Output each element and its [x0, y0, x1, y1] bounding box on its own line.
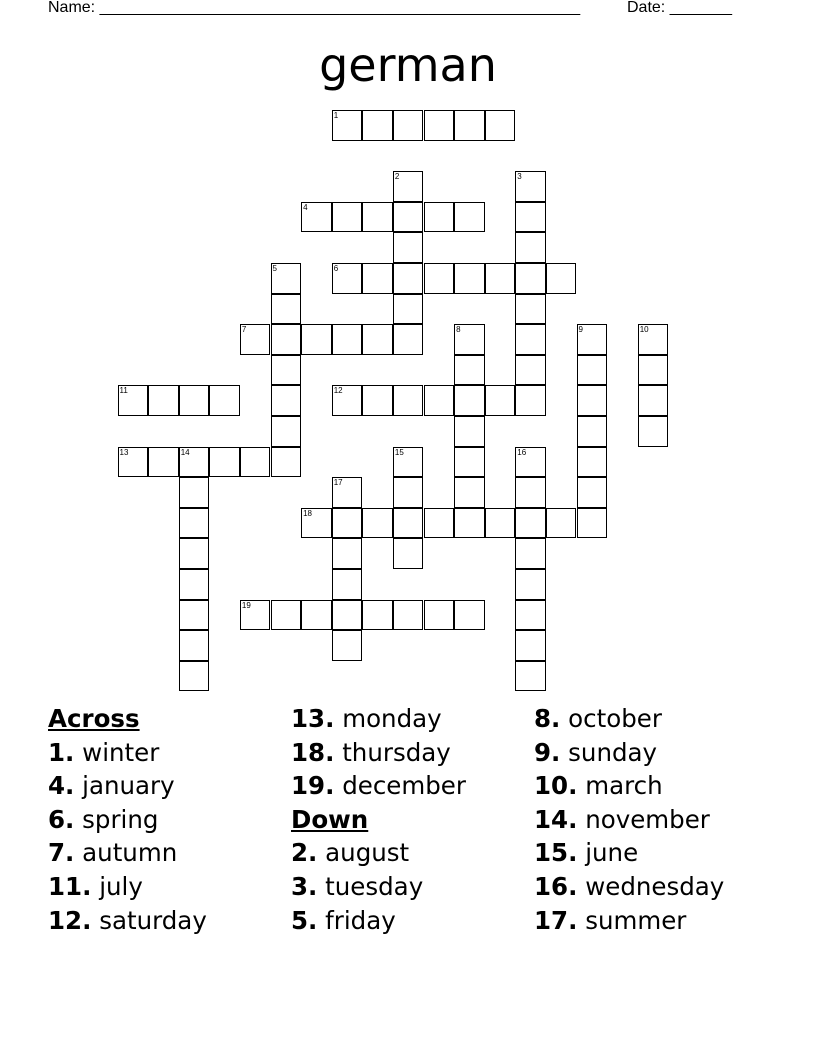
crossword-cell[interactable]: [271, 294, 302, 325]
clue-text: november: [585, 804, 710, 834]
crossword-cell[interactable]: [362, 324, 393, 355]
crossword-cell[interactable]: [393, 294, 424, 325]
crossword-cell[interactable]: [424, 508, 455, 539]
crossword-cell[interactable]: [179, 569, 210, 600]
crossword-cell[interactable]: [179, 477, 210, 508]
clue-number: 1.: [48, 737, 75, 767]
page-title: german: [319, 38, 497, 92]
crossword-cell[interactable]: [424, 263, 455, 294]
clue-text: sunday: [568, 737, 658, 767]
clue-text: summer: [585, 905, 687, 935]
clues-column-1: [48, 702, 207, 937]
clue-number: 10.: [534, 771, 578, 801]
crossword-cell[interactable]: [515, 661, 546, 692]
clue-number: 16.: [534, 871, 578, 901]
crossword-cell[interactable]: [332, 538, 363, 569]
across-clue: [48, 803, 207, 837]
crossword-cell[interactable]: [424, 202, 455, 233]
crossword-cell[interactable]: [271, 600, 302, 631]
down-clue: [534, 904, 724, 938]
clue-text: march: [585, 771, 663, 801]
clue-text: december: [342, 771, 466, 801]
crossword-cell[interactable]: [393, 538, 424, 569]
crossword-cell[interactable]: [332, 385, 363, 416]
crossword-cell[interactable]: [515, 385, 546, 416]
crossword-cell[interactable]: [301, 600, 332, 631]
crossword-cell[interactable]: [118, 385, 149, 416]
clue-text: tuesday: [325, 871, 424, 901]
crossword-cell[interactable]: [393, 263, 424, 294]
crossword-cell[interactable]: [179, 508, 210, 539]
clue-text: wednesday: [585, 871, 725, 901]
crossword-cell[interactable]: [454, 416, 485, 447]
across-clue: [48, 870, 207, 904]
clue-text: winter: [82, 737, 160, 767]
crossword-cell[interactable]: [240, 600, 271, 631]
cell-number: 19: [241, 600, 251, 610]
crossword-cell[interactable]: [332, 477, 363, 508]
down-clue: [534, 870, 724, 904]
crossword-cell[interactable]: [362, 600, 393, 631]
cell-number: 17: [333, 478, 343, 488]
crossword-cell[interactable]: [577, 385, 608, 416]
clue-number: 12.: [48, 905, 92, 935]
crossword-cell[interactable]: [393, 508, 424, 539]
crossword-cell[interactable]: [577, 355, 608, 386]
crossword-cell[interactable]: [515, 263, 546, 294]
cell-number: 12: [333, 386, 343, 396]
crossword-cell[interactable]: [393, 232, 424, 263]
cell-number: 3: [517, 172, 522, 182]
crossword-cell[interactable]: [209, 447, 240, 478]
cell-number: 9: [578, 325, 583, 335]
clue-text: saturday: [99, 905, 207, 935]
crossword-cell[interactable]: [454, 600, 485, 631]
crossword-cell[interactable]: [638, 324, 669, 355]
crossword-cell[interactable]: [271, 324, 302, 355]
crossword-cell[interactable]: [301, 324, 332, 355]
crossword-cell[interactable]: [271, 263, 302, 294]
name-field[interactable]: Name: ______________________________________________________: [48, 0, 581, 16]
crossword-cell[interactable]: [454, 355, 485, 386]
cell-number: 8: [456, 325, 461, 335]
crossword-cell[interactable]: [424, 110, 455, 141]
crossword-cell[interactable]: [454, 385, 485, 416]
crossword-cell[interactable]: [179, 600, 210, 631]
cell-number: 16: [517, 447, 527, 457]
clue-number: 13.: [291, 704, 335, 733]
crossword-cell[interactable]: [638, 385, 669, 416]
crossword-cell[interactable]: [424, 385, 455, 416]
crossword-cell[interactable]: [454, 202, 485, 233]
across-clue: [48, 904, 207, 938]
crossword-cell[interactable]: [577, 416, 608, 447]
crossword-cell[interactable]: [515, 569, 546, 600]
clue-number: 4.: [48, 771, 75, 801]
crossword-cell[interactable]: [148, 385, 179, 416]
clue-text: july: [99, 871, 143, 901]
crossword-cell[interactable]: [393, 447, 424, 478]
crossword-cell[interactable]: [393, 385, 424, 416]
clue-number: 17.: [534, 905, 578, 935]
clue-text: august: [325, 838, 410, 868]
crossword-cell[interactable]: [393, 202, 424, 233]
clue-text: monday: [342, 704, 442, 733]
crossword-cell[interactable]: [332, 202, 363, 233]
crossword-cell[interactable]: [393, 600, 424, 631]
down-clue: [534, 803, 724, 837]
across-clue: [291, 736, 466, 770]
cell-number: 10: [639, 325, 649, 335]
down-clue: [291, 836, 466, 870]
cell-number: 14: [180, 447, 190, 457]
crossword-cell[interactable]: [271, 416, 302, 447]
clue-text: spring: [82, 804, 159, 834]
crossword-cell[interactable]: [393, 324, 424, 355]
clue-number: 5.: [291, 905, 318, 935]
crossword-cell[interactable]: [362, 263, 393, 294]
crossword-cell[interactable]: [515, 202, 546, 233]
crossword-cell[interactable]: [424, 600, 455, 631]
clue-text: october: [568, 704, 662, 733]
down-clue: [534, 836, 724, 870]
crossword-cell[interactable]: [179, 447, 210, 478]
crossword-cell[interactable]: [332, 569, 363, 600]
crossword-cell[interactable]: [362, 508, 393, 539]
crossword-cell[interactable]: [485, 385, 516, 416]
cell-number: 15: [394, 447, 404, 457]
clues-column-3: [534, 702, 724, 937]
clue-number: 14.: [534, 804, 578, 834]
crossword-cell[interactable]: [454, 324, 485, 355]
down-clue: [534, 769, 724, 803]
crossword-cell[interactable]: [393, 477, 424, 508]
crossword-cell[interactable]: [515, 232, 546, 263]
crossword-cell[interactable]: [148, 447, 179, 478]
clues-column-2: [291, 702, 466, 937]
crossword-cell[interactable]: [546, 263, 577, 294]
crossword-cell[interactable]: [393, 171, 424, 202]
clue-text: june: [585, 838, 639, 868]
across-clue: [291, 702, 466, 736]
across-clue: [48, 769, 207, 803]
clue-number: 15.: [534, 838, 578, 868]
crossword-cell[interactable]: [638, 416, 669, 447]
crossword-cell[interactable]: [332, 508, 363, 539]
cell-number: 18: [303, 508, 312, 518]
crossword-cell[interactable]: [209, 385, 240, 416]
crossword-cell[interactable]: [515, 630, 546, 661]
crossword-cell[interactable]: [577, 324, 608, 355]
clue-text: autumn: [82, 838, 178, 868]
crossword-cell[interactable]: [454, 110, 485, 141]
across-clue: [48, 836, 207, 870]
crossword-cell[interactable]: [577, 447, 608, 478]
crossword-cell[interactable]: [301, 508, 332, 539]
crossword-cell[interactable]: [332, 600, 363, 631]
clue-number: 2.: [291, 838, 318, 868]
date-field[interactable]: Date: _______: [627, 0, 732, 16]
cell-number: 11: [119, 386, 128, 396]
crossword-cell[interactable]: [454, 263, 485, 294]
down-clue: [291, 870, 466, 904]
crossword-cell[interactable]: [485, 263, 516, 294]
down-heading: Down: [291, 804, 369, 834]
cell-number: 13: [119, 447, 129, 457]
crossword-cell[interactable]: [271, 355, 302, 386]
down-clue: [534, 702, 724, 736]
clue-text: friday: [325, 905, 396, 935]
cell-number: 2: [394, 172, 400, 182]
crossword-cell[interactable]: [332, 263, 363, 294]
crossword-cell[interactable]: [454, 477, 485, 508]
clue-number: 9.: [534, 737, 561, 767]
crossword-cell[interactable]: [577, 477, 608, 508]
cell-number: 5: [272, 264, 277, 273]
crossword-cell[interactable]: [332, 110, 363, 141]
cell-number: 6: [333, 264, 339, 273]
crossword-cell[interactable]: [271, 385, 302, 416]
clue-number: 18.: [291, 737, 335, 767]
clue-number: 3.: [291, 871, 318, 901]
down-clue: [534, 736, 724, 770]
crossword-cell[interactable]: [454, 508, 485, 539]
crossword-cell[interactable]: [515, 600, 546, 631]
crossword-cell[interactable]: [301, 202, 332, 233]
crossword-cell[interactable]: [332, 324, 363, 355]
down-clue: [291, 904, 466, 938]
crossword-cell[interactable]: [271, 447, 302, 478]
cell-number: 1: [333, 111, 339, 120]
across-heading: Across: [48, 704, 140, 733]
crossword-cell[interactable]: [515, 294, 546, 325]
crossword-cell[interactable]: [515, 477, 546, 508]
crossword-cell[interactable]: [515, 324, 546, 355]
crossword-cell[interactable]: [362, 110, 393, 141]
crossword-cell[interactable]: [179, 385, 210, 416]
crossword-cell[interactable]: [515, 447, 546, 478]
worksheet-header: [0, 0, 816, 20]
clue-number: 19.: [291, 771, 335, 801]
crossword-cell[interactable]: [240, 324, 271, 355]
clue-number: 8.: [534, 704, 561, 733]
crossword-cell[interactable]: [393, 110, 424, 141]
across-clue: [48, 736, 207, 770]
crossword-cell[interactable]: [362, 202, 393, 233]
crossword-cell[interactable]: [546, 508, 577, 539]
crossword-cell[interactable]: [638, 355, 669, 386]
crossword-cell[interactable]: [515, 171, 546, 202]
crossword-cell[interactable]: [515, 538, 546, 569]
crossword-cell[interactable]: [179, 661, 210, 692]
crossword-cell[interactable]: [577, 508, 608, 539]
crossword-cell[interactable]: [179, 538, 210, 569]
clue-number: 11.: [48, 871, 92, 901]
clue-text: thursday: [342, 737, 451, 767]
crossword-cell[interactable]: [515, 508, 546, 539]
clue-number: 7.: [48, 838, 75, 868]
cell-number: 4: [303, 202, 308, 212]
crossword-cell[interactable]: [240, 447, 271, 478]
clue-number: 6.: [48, 804, 75, 834]
crossword-cell[interactable]: [515, 355, 546, 386]
cell-number: 7: [241, 325, 247, 335]
crossword-cell[interactable]: [179, 630, 210, 661]
crossword-cell[interactable]: [118, 447, 149, 478]
crossword-cell[interactable]: [485, 110, 516, 141]
clue-text: january: [82, 771, 175, 801]
across-clue: [291, 769, 466, 803]
crossword-cell[interactable]: [485, 508, 516, 539]
crossword-cell[interactable]: [454, 447, 485, 478]
crossword-cell[interactable]: [362, 385, 393, 416]
crossword-cell[interactable]: [332, 630, 363, 661]
